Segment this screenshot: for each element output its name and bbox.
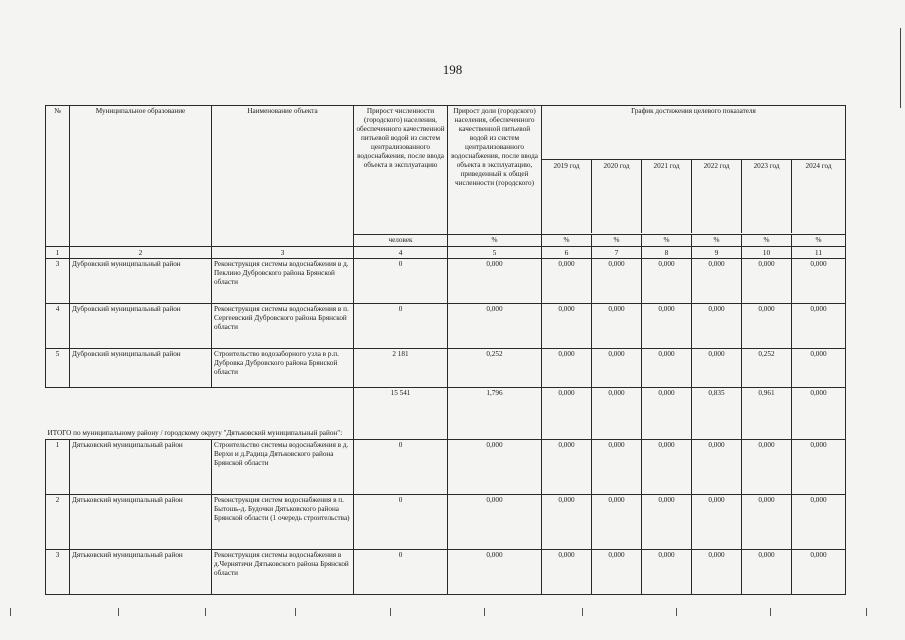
column-number: 7 <box>592 247 642 259</box>
column-number: 4 <box>354 247 448 259</box>
header-num: № <box>46 106 70 247</box>
column-number: 2 <box>70 247 212 259</box>
total-row <box>46 388 846 440</box>
row-num: 3 <box>46 259 70 304</box>
row-people: 0 <box>354 259 448 304</box>
column-number: 8 <box>642 247 692 259</box>
row-year-2024: 0,000 <box>792 550 846 595</box>
scan-mark <box>866 608 867 616</box>
row-num: 5 <box>46 349 70 388</box>
row-share: 0,252 <box>448 349 542 388</box>
row-year-2019: 0,000 <box>542 440 592 495</box>
header-year-2020: 2020 год <box>592 160 642 233</box>
scan-mark <box>118 608 119 616</box>
row-year-2021: 0,000 <box>642 304 692 349</box>
row-year-2021: 0,000 <box>642 495 692 550</box>
row-year-2023: 0,000 <box>742 495 792 550</box>
page-number: 198 <box>442 62 463 77</box>
total-year-2021: 0,000 <box>642 388 692 440</box>
scan-mark <box>295 608 296 616</box>
row-municipality: Дубровский муниципальный район <box>70 259 212 304</box>
row-year-2020: 0,000 <box>592 495 642 550</box>
header-year-2023: 2023 год <box>742 160 792 233</box>
row-share: 0,000 <box>448 259 542 304</box>
row-share: 0,000 <box>448 304 542 349</box>
row-share: 0,000 <box>448 440 542 495</box>
row-year-2021: 0,000 <box>642 550 692 595</box>
table-row <box>46 349 846 388</box>
row-municipality: Дубровский муниципальный район <box>70 304 212 349</box>
header-municipality: Муниципальное образование <box>70 106 212 247</box>
total-share: 1,796 <box>448 388 542 440</box>
scan-edge-line <box>900 28 901 108</box>
total-people: 15 541 <box>354 388 448 440</box>
row-year-2019: 0,000 <box>542 259 592 304</box>
row-year-2022: 0,000 <box>692 440 742 495</box>
row-num: 3 <box>46 550 70 595</box>
row-year-2022: 0,000 <box>692 349 742 388</box>
row-municipality: Дятьковский муниципальный район <box>70 440 212 495</box>
header-schedule: График достижения целевого показателя <box>542 106 845 160</box>
row-people: 0 <box>354 550 448 595</box>
row-year-2022: 0,000 <box>692 304 742 349</box>
column-number-row <box>46 247 846 259</box>
total-year-2019: 0,000 <box>542 388 592 440</box>
row-year-2024: 0,000 <box>792 495 846 550</box>
total-year-2023: 0,961 <box>742 388 792 440</box>
scan-mark <box>205 608 206 616</box>
scan-mark <box>676 608 677 616</box>
row-year-2020: 0,000 <box>592 349 642 388</box>
row-num: 4 <box>46 304 70 349</box>
total-year-2022: 0,835 <box>692 388 742 440</box>
scan-mark <box>484 608 485 616</box>
scan-mark <box>10 608 11 616</box>
row-year-2020: 0,000 <box>592 304 642 349</box>
row-year-2019: 0,000 <box>542 550 592 595</box>
header-object: Наименование объекта <box>212 106 354 247</box>
row-object: Реконструкция систем водоснабжения в п. Бытошь-д. Будочки Дятьковского района Брянской области (1 очередь строительства) <box>212 495 354 550</box>
column-number: 9 <box>692 247 742 259</box>
row-object: Реконструкция системы водоснабжения в д. Пеклино Дубровского района Брянской области <box>212 259 354 304</box>
row-object: Реконструкция системы водоснабжения в д.Чернятичи Дятьковского района Брянской области <box>212 550 354 595</box>
row-num: 2 <box>46 495 70 550</box>
table-row <box>46 304 846 349</box>
header-year-2019: 2019 год <box>542 160 592 233</box>
unit-year-2023: % <box>742 235 792 247</box>
table-row <box>46 550 846 595</box>
row-object: Строительство системы водоснабжения в д. Верхи и д.Радица Дятьковского района Брянской области <box>212 440 354 495</box>
row-year-2020: 0,000 <box>592 259 642 304</box>
row-year-2021: 0,000 <box>642 440 692 495</box>
header-year-2022: 2022 год <box>692 160 742 233</box>
row-year-2023: 0,000 <box>742 550 792 595</box>
unit-year-2021: % <box>642 235 692 247</box>
row-year-2019: 0,000 <box>542 349 592 388</box>
row-year-2019: 0,000 <box>542 495 592 550</box>
row-share: 0,000 <box>448 550 542 595</box>
row-object: Реконструкция системы водоснабжения в п. Сергеевский Дубровского района Брянской области <box>212 304 354 349</box>
row-municipality: Дубровский муниципальный район <box>70 349 212 388</box>
unit-people: человек <box>354 235 448 247</box>
column-number: 1 <box>46 247 70 259</box>
row-year-2020: 0,000 <box>592 440 642 495</box>
row-year-2024: 0,000 <box>792 349 846 388</box>
header-year-2024: 2024 год <box>805 162 832 170</box>
unit-percent: % <box>448 235 542 247</box>
row-year-2024: 0,000 <box>792 440 846 495</box>
column-number: 10 <box>742 247 792 259</box>
scan-mark <box>582 608 583 616</box>
header-schedule-group <box>542 106 846 235</box>
total-year-2020: 0,000 <box>592 388 642 440</box>
row-year-2021: 0,000 <box>642 259 692 304</box>
header-years <box>542 160 845 233</box>
total-label: ИТОГО по муниципальному району / городскому округу "Дятьковский муниципальный район": <box>46 388 354 440</box>
header-growth-population: Прирост численности (городского) населения, обеспеченного качественной питьевой водой из систем централизованного водоснабжения, после ввода объекта в эксплуатацию <box>354 106 448 235</box>
row-year-2024: 0,000 <box>792 259 846 304</box>
row-people: 0 <box>354 304 448 349</box>
row-year-2022: 0,000 <box>692 550 742 595</box>
scan-mark <box>390 608 391 616</box>
total-year-2024: 0,000 <box>792 388 846 440</box>
row-people: 0 <box>354 495 448 550</box>
unit-year-2020: % <box>592 235 642 247</box>
row-people: 2 181 <box>354 349 448 388</box>
row-year-2020: 0,000 <box>592 550 642 595</box>
scan-mark <box>770 608 771 616</box>
row-people: 0 <box>354 440 448 495</box>
row-year-2021: 0,000 <box>642 349 692 388</box>
row-year-2022: 0,000 <box>692 259 742 304</box>
row-year-2023: 0,000 <box>742 440 792 495</box>
row-municipality: Дятьковский муниципальный район <box>70 550 212 595</box>
column-number: 6 <box>542 247 592 259</box>
row-year-2023: 0,000 <box>742 259 792 304</box>
column-number: 3 <box>212 247 354 259</box>
table-row <box>46 495 846 550</box>
row-municipality: Дятьковский муниципальный район <box>70 495 212 550</box>
row-share: 0,000 <box>448 495 542 550</box>
row-year-2022: 0,000 <box>692 495 742 550</box>
row-object: Строительство водозаборного узла в р.п. Дубровка Дубровского района Брянской области <box>212 349 354 388</box>
row-year-2023: 0,000 <box>742 304 792 349</box>
row-num: 1 <box>46 440 70 495</box>
header-year-2021: 2021 год <box>642 160 692 233</box>
unit-year-2019: % <box>542 235 592 247</box>
header-growth-share: Прирост доли (городского) населения, обеспеченного качественной питьевой водой из систем централизованного водоснабжения, после ввода объекта в эксплуатацию, приведенный к общей численности (городского) <box>448 106 542 235</box>
unit-year-2024: % <box>792 235 846 247</box>
target-indicator-table <box>45 105 846 595</box>
row-year-2023: 0,252 <box>742 349 792 388</box>
row-year-2019: 0,000 <box>542 304 592 349</box>
column-number: 11 <box>792 247 846 259</box>
table-row <box>46 259 846 304</box>
table-row <box>46 440 846 495</box>
unit-year-2022: % <box>692 235 742 247</box>
column-number: 5 <box>448 247 542 259</box>
row-year-2024: 0,000 <box>792 304 846 349</box>
